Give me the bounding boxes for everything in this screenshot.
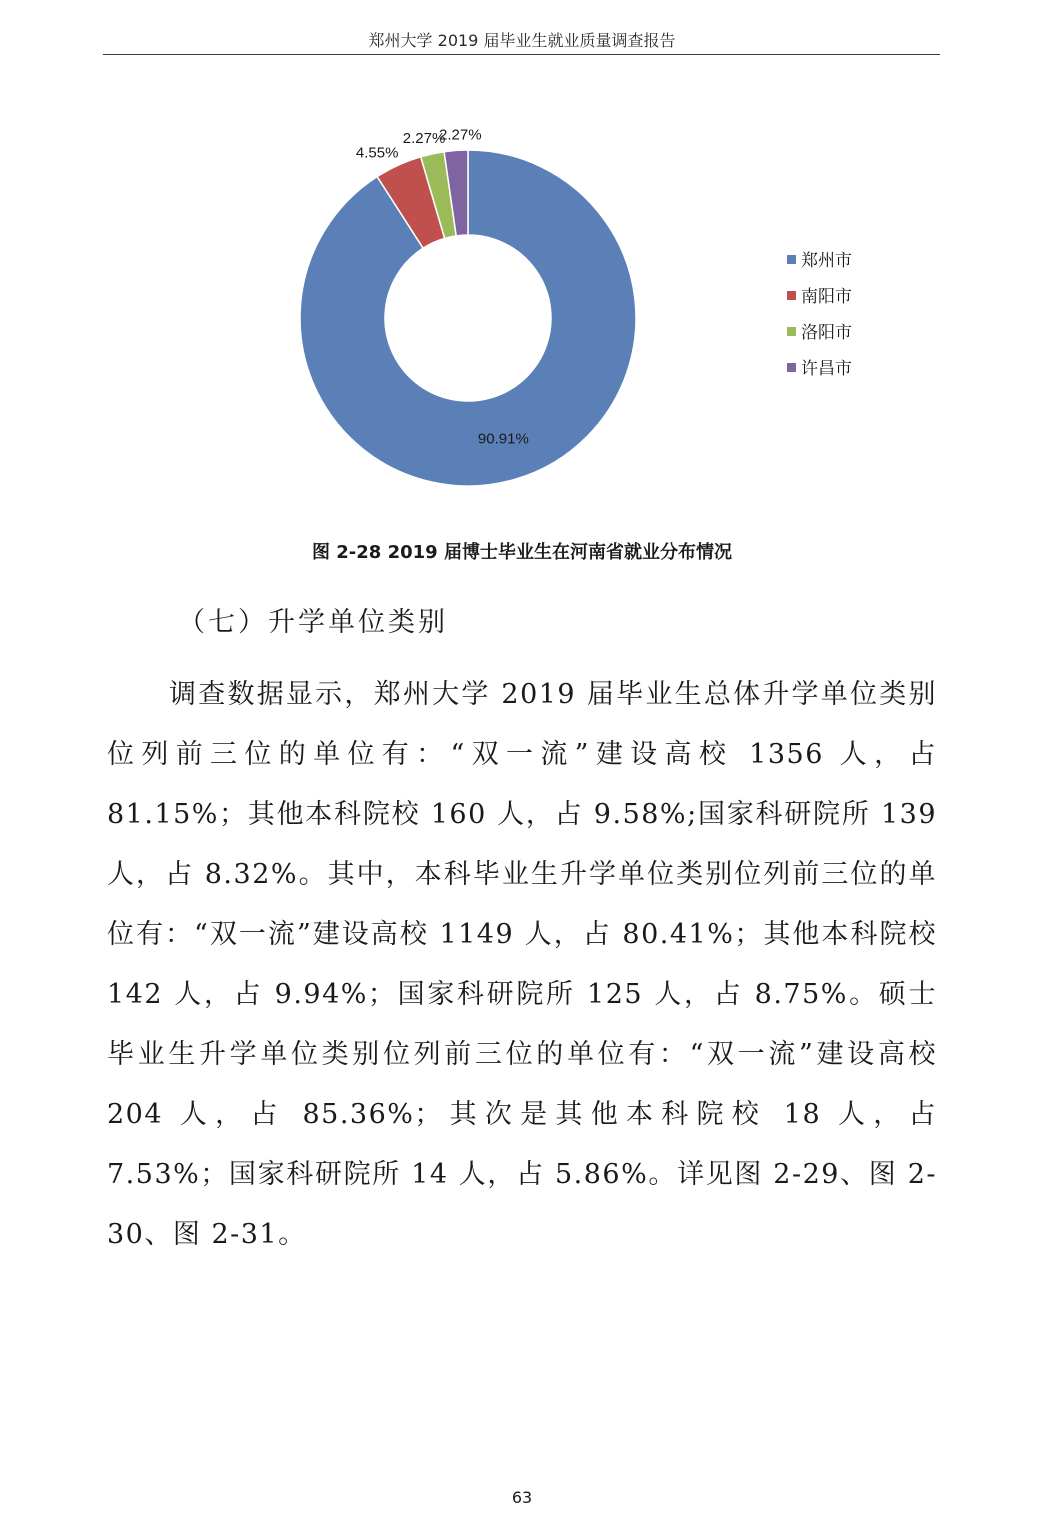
slice-label-3: 2.27% bbox=[402, 130, 446, 148]
figure-caption: 图 2-28 2019 届博士毕业生在河南省就业分布情况 bbox=[312, 542, 732, 563]
legend-label-2: 南阳市 bbox=[801, 287, 852, 307]
legend-label-1: 郑州市 bbox=[801, 251, 852, 271]
legend-swatch-2 bbox=[787, 291, 796, 300]
legend-swatch-4 bbox=[787, 363, 796, 372]
legend-swatch-3 bbox=[787, 327, 796, 336]
slice-label-1: 90.91% bbox=[477, 430, 529, 448]
legend-swatch-1 bbox=[787, 255, 796, 264]
donut-slices bbox=[300, 150, 636, 486]
legend-label-3: 洛阳市 bbox=[801, 323, 852, 343]
body-paragraph: 调查数据显示，郑州大学 2019 届毕业生总体升学单位类别位列前三位的单位有：“双一流”建设高校 1356 人，占 81.15%；其他本科院校 160 人，占 9.58%;国家科研院所 139 人，占 8.32%。其中，本科毕业生升学单位类别位列前三位的单位有：“双一流”建设高校 1149 人，占 80.41%；其他本科院校 142 人，占 9.94%；国家科研院所 125 人，占 8.75%。硕士毕业生升学单位类别位列前三位的单位有：“双一流”建设高校 204 人，占 85.36%；其次是其他本科院校 18 人，占 7.53%；国家科研院所 14 人，占 5.86%。详见图 2-29、图 2-30、图 2-31。 bbox=[107, 679, 937, 1250]
section-heading: （七）升学单位类别 bbox=[178, 607, 448, 638]
running-header: 郑州大学 2019 届毕业生就业质量调查报告 bbox=[368, 31, 676, 50]
header-rule bbox=[103, 54, 940, 55]
slice-label-4: 2.27% bbox=[439, 126, 482, 144]
page-number: 63 bbox=[511, 1488, 533, 1507]
chart-legend bbox=[787, 251, 852, 379]
legend-label-4: 许昌市 bbox=[801, 359, 852, 379]
slice-label-2: 4.55% bbox=[355, 144, 399, 162]
donut-chart bbox=[280, 110, 920, 510]
